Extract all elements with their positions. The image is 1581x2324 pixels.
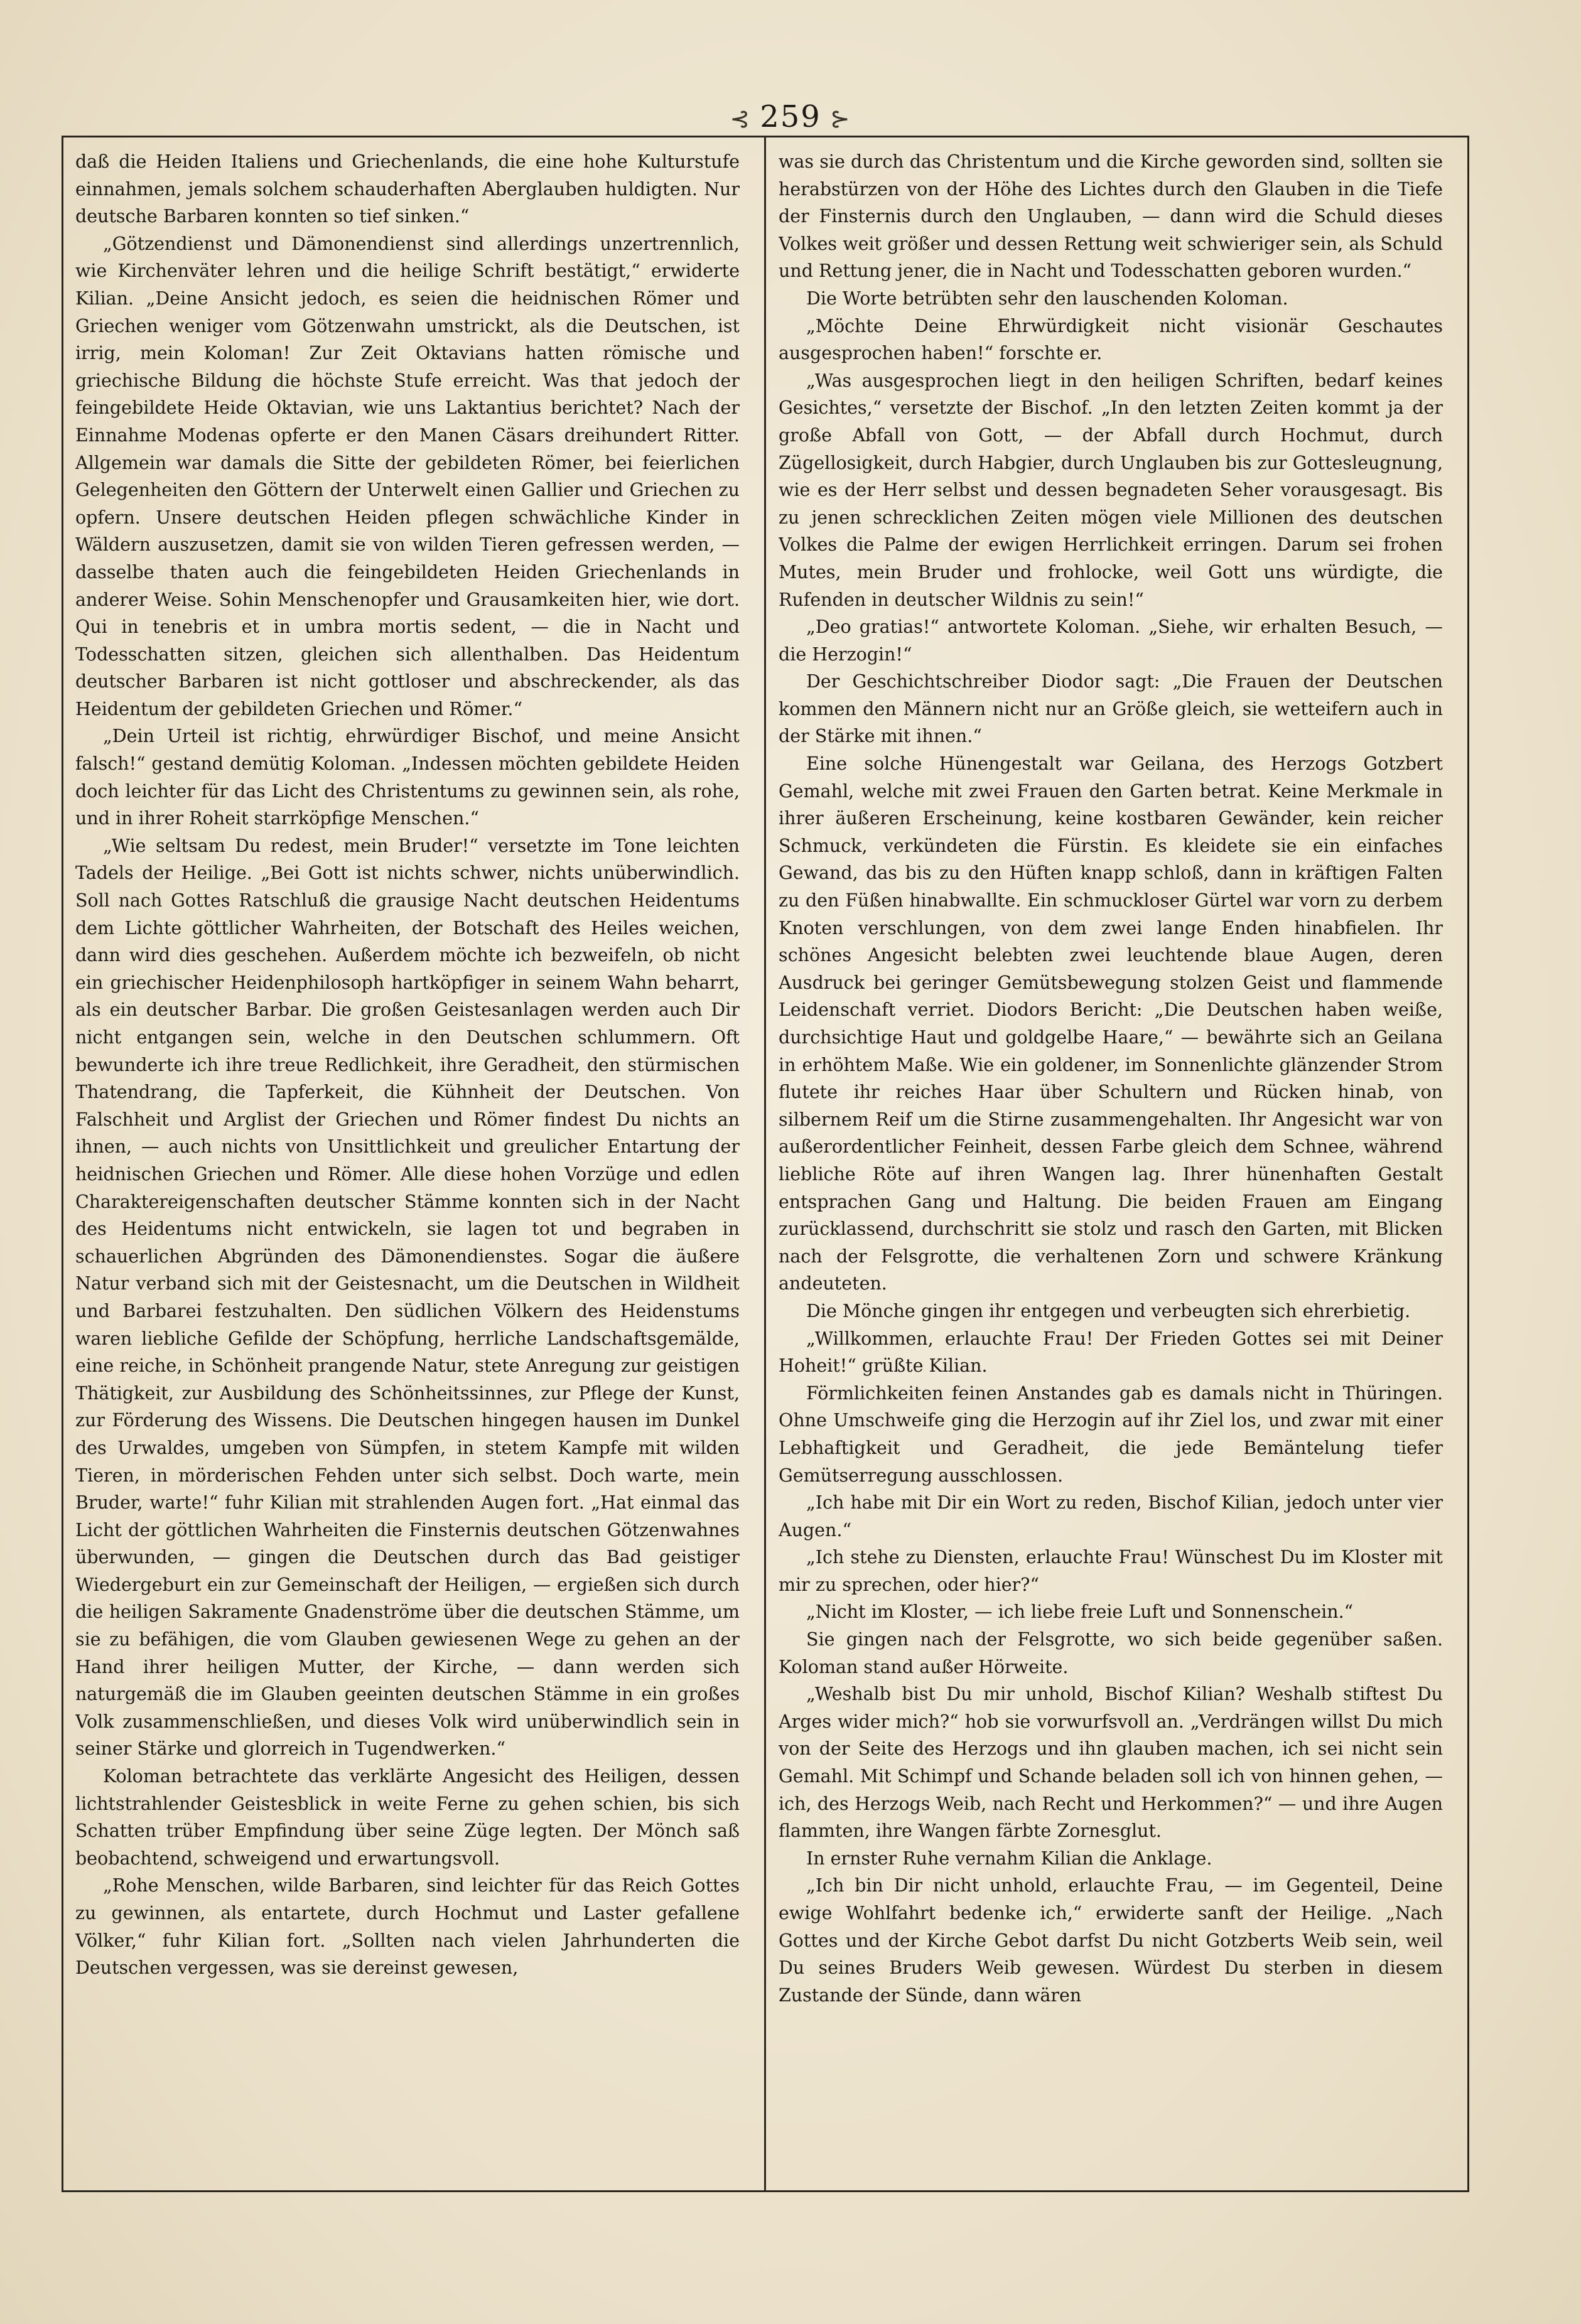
ornament-left-icon: ⊰ xyxy=(730,105,752,132)
left-column xyxy=(75,148,740,2176)
paragraph: „Götzendienst und Dämonendienst sind allerdings unzertrennlich, wie Kirchenväter lehren und die heilige Schrift bestätigt,“ erwiderte Kilian. „Deine Ansicht jedoch, es seien die heidnischen Römer und Griechen weniger vom Götzenwahn umstrickt, als die Deutschen, ist irrig, mein Koloman! Zur Zeit Oktavians hatten römische und griechische Bildung die höchste Stufe erreicht. Was that jedoch der feingebildete Heide Oktavian, wie uns Laktantius berichtet? Nach der Einnahme Modenas opferte er den Manen Cäsars dreihundert Ritter. Allgemein war damals die Sitte der gebildeten Römer, bei feierlichen Gelegenheiten den Göttern der Unterwelt einen Gallier und Griechen zu opfern. Unsere deutschen Heiden pflegen schwächliche Kinder in Wäldern auszusetzen, damit sie von wilden Tieren gefressen werden, — dasselbe thaten auch die feingebildeten Heiden Griechenlands in anderer Weise. Sohin Menschenopfer und Grausamkeiten hier, wie dort. Qui in tenebris et in umbra mortis sedent, — die in Nacht und Todesschatten sitzen, gleichen sich allenthalben. Das Heidentum deutscher Barbaren ist nicht gottloser und abschreckender, als das Heidentum der gebildeten Griechen und Römer.“ xyxy=(75,233,740,719)
paragraph: Der Geschichtschreiber Diodor sagt: „Die Frauen der Deutschen kommen den Männern nicht nur an Größe gleich, sie wetteifern auch in der Stärke mit ihnen.“ xyxy=(779,671,1443,747)
page-header xyxy=(0,99,1581,134)
paragraph: daß die Heiden Italiens und Griechenlands, die eine hohe Kulturstufe einnahmen, jemals solchem schauderhaften Aberglauben huldigten. Nur deutsche Barbaren konnten so tief sinken.“ xyxy=(75,151,740,227)
paragraph: Eine solche Hünengestalt war Geilana, des Herzogs Gotzbert Gemahl, welche mit zwei Frauen den Garten betrat. Keine Merkmale in ihrer äußeren Erscheinung, keine kostbaren Gewänder, kein reicher Schmuck, verkündeten die Fürstin. Es kleidete sie ein einfaches Gewand, das bis zu den Hüften knapp schloß, dann in kräftigen Falten zu den Füßen hinabwallte. Ein schmuckloser Gürtel war vorn zu derbem Knoten verschlungen, von dem zwei lange Enden hinabfielen. Ihr schönes Angesicht belebten zwei leuchtende blaue Augen, deren Ausdruck bei geringer Gemütsbewegung stolzen Geist und flammende Leidenschaft verriet. Diodors Bericht: „Die Deutschen haben weiße, durchsichtige Haut und goldgelbe Haare,“ — bewährte sich an Geilana in erhöhtem Maße. Wie ein goldener, im Sonnenlichte glänzender Strom flutete ihr reiches Haar über Schultern und Rücken hinab, von silbernem Reif um die Stirne zusammengehalten. Ihr Angesicht war von außerordentlicher Feinheit, dessen Farbe gleich dem Schnee, während liebliche Röte auf ihren Wangen lag. Ihrer hünenhaften Gestalt entsprachen Gang und Haltung. Die beiden Frauen am Eingang zurücklassend, durchschritt sie stolz und rasch den Garten, mit Blicken nach der Felsgrotte, die verhaltenen Zorn und schwere Kränkung andeuteten. xyxy=(779,753,1443,1294)
paragraph: „Was ausgesprochen liegt in den heiligen Schriften, bedarf keines Gesichtes,“ versetzte der Bischof. „In den letzten Zeiten kommt ja der große Abfall von Gott, — der Abfall durch Hochmut, durch Zügellosigkeit, durch Habgier, durch Unglauben bis zur Gottesleugnung, wie es der Herr selbst und dessen begnadeten Seher vorausgesagt. Bis zu jenen schrecklichen Zeiten mögen viele Millionen des deutschen Volkes die Palme der ewigen Herrlichkeit erringen. Darum sei frohen Mutes, mein Bruder und frohlocke, weil Gott uns würdigte, die Rufenden in deutscher Wildnis zu sein!“ xyxy=(779,370,1443,610)
paragraph: Förmlichkeiten feinen Anstandes gab es damals nicht in Thüringen. Ohne Umschweife ging die Herzogin auf ihr Ziel los, und zwar mit einer Lebhaftigkeit und Geradheit, die jede Bemäntelung tiefer Gemütserregung ausschlossen. xyxy=(779,1382,1443,1486)
ornament-right-icon: ⊱ xyxy=(829,105,851,132)
paragraph: „Ich bin Dir nicht unhold, erlauchte Frau, — im Gegenteil, Deine ewige Wohlfahrt bedenke ich,“ erwiderte sanft der Heilige. „Nach Gottes und der Kirche Gebot darfst Du nicht Gotzberts Weib sein, weil Du seines Bruders Weib gewesen. Würdest Du sterben in diesem Zustande der Sünde, dann wären xyxy=(779,1875,1443,2006)
paragraph: „Deo gratias!“ antwortete Koloman. „Siehe, wir erhalten Besuch, — die Herzogin!“ xyxy=(779,616,1443,665)
paragraph: Die Worte betrübten sehr den lauschenden Koloman. xyxy=(806,288,1288,309)
paragraph: „Weshalb bist Du mir unhold, Bischof Kilian? Weshalb stiftest Du Arges wider mich?“ hob sie vorwurfsvoll an. „Verdrängen willst Du mich von der Seite des Herzogs und ihn glauben machen, ich sei nicht sein Gemahl. Mit Schimpf und Schande beladen soll ich von hinnen gehen, — ich, des Herzogs Weib, nach Recht und Herkommen?“ — und ihre Augen flammten, ihre Wangen färbte Zornesglut. xyxy=(779,1684,1443,1842)
paragraph: Sie gingen nach der Felsgrotte, wo sich beide gegenüber saßen. Koloman stand außer Hörweite. xyxy=(779,1629,1443,1677)
column-divider xyxy=(764,137,766,2190)
paragraph: In ernster Ruhe vernahm Kilian die Anklage. xyxy=(806,1848,1212,1869)
paragraph: „Ich habe mit Dir ein Wort zu reden, Bischof Kilian, jedoch unter vier Augen.“ xyxy=(779,1492,1443,1541)
paragraph: was sie durch das Christentum und die Kirche geworden sind, sollten sie herabstürzen von der Höhe des Lichtes durch den Glauben in die Tiefe der Finsternis durch den Unglauben, — dann wird die Schuld dieses Volkes weit größer und dessen Rettung weit schwieriger sein, als Schuld und Rettung jener, die in Nacht und Todesschatten geboren wurden.“ xyxy=(779,151,1443,282)
paragraph: „Möchte Deine Ehrwürdigkeit nicht visionär Geschautes ausgesprochen haben!“ forschte er. xyxy=(779,315,1443,364)
paragraph: „Wie seltsam Du redest, mein Bruder!“ versetzte im Tone leichten Tadels der Heilige. „Bei Gott ist nichts schwer, nichts unüberwindlich. Soll nach Gottes Ratschluß die grausige Nacht deutschen Heidentums dem Lichte göttlicher Wahrheiten, der Botschaft des Heiles weichen, dann wird dies geschehen. Außerdem möchte ich bezweifeln, ob nicht ein griechischer Heidenphilosoph hartköpfiger in seinem Wahn beharrt, als ein deutscher Barbar. Die großen Geistesanlagen werden auch Dir nicht entgangen sein, welche in den Deutschen schlummern. Oft bewunderte ich ihre treue Redlichkeit, ihre Geradheit, den stürmischen Thatendrang, die Tapferkeit, die Kühnheit der Deutschen. Von Falschheit und Arglist der Griechen und Römer findest Du nichts an ihnen, — auch nichts von Unsittlichkeit und greulicher Entartung der heidnischen Griechen und Römer. Alle diese hohen Vorzüge und edlen Charaktereigenschaften deutscher Stämme konnten sich in der Nacht des Heidentums nicht entwickeln, sie lagen tot und begraben in schauerlichen Abgründen des Dämonendienstes. Sogar die äußere Natur verband sich mit der Geistesnacht, um die Deutschen in Wildheit und Barbarei festzuhalten. Den südlichen Völkern des Heidenstums waren liebliche Gefilde der Schöpfung, herrliche Landschaftsgemälde, eine reiche, in Schönheit prangende Natur, stete Anregung zur geistigen Thätigkeit, zur Ausbildung des Schönheitssinnes, zur Pflege der Kunst, zur Förderung des Wissens. Die Deutschen hingegen hausen im Dunkel des Urwaldes, umgeben von Sümpfen, in stetem Kampfe mit wilden Tieren, in mörderischen Fehden unter sich selbst. Doch warte, mein Bruder, warte!“ fuhr Kilian mit strahlenden Augen fort. „Hat einmal das Licht der göttlichen Wahrheiten die Finsternis deutschen Götzenwahnes überwunden, — gingen die Deutschen durch das Bad geistiger Wiedergeburt ein zur Gemeinschaft der Heiligen, — ergießen sich durch die heiligen Sakramente Gnadenströme über die deutschen Stämme, um sie zu befähigen, die vom Glauben gewiesenen Wege zu gehen an der Hand ihrer heiligen Mutter, der Kirche, — dann werden sich naturgemäß die im Glauben geeinten deutschen Stämme in ein großes Volk zusammenschließen, und dieses Volk wird unüberwindlich sein in seiner Stärke und glorreich in Tugendwerken.“ xyxy=(75,835,740,1760)
paragraph: Koloman betrachtete das verklärte Angesicht des Heiligen, dessen lichtstrahlender Geistesblick in weite Ferne zu gehen schien, bis sich Schatten trüber Empfindung über seine Züge legten. Der Mönch saß beobachtend, schweigend und erwartungsvoll. xyxy=(75,1766,740,1869)
paragraph: „Dein Urteil ist richtig, ehrwürdiger Bischof, und meine Ansicht falsch!“ gestand demütig Koloman. „Indessen möchten gebildete Heiden doch leichter für das Licht des Christentums zu gewinnen sein, als rohe, und in ihrer Roheit starrköpfige Menschen.“ xyxy=(75,726,740,829)
paragraph: „Ich stehe zu Diensten, erlauchte Frau! Wünschest Du im Kloster mit mir zu sprechen, oder hier?“ xyxy=(779,1547,1443,1595)
page-number: 259 xyxy=(760,99,821,134)
paragraph: „Nicht im Kloster, — ich liebe freie Luft und Sonnenschein.“ xyxy=(806,1601,1354,1623)
paragraph: Die Mönche gingen ihr entgegen und verbeugten sich ehrerbietig. xyxy=(806,1300,1411,1321)
paragraph: „Rohe Menschen, wilde Barbaren, sind leichter für das Reich Gottes zu gewinnen, als entartete, durch Hochmut und Laster gefallene Völker,“ fuhr Kilian fort. „Sollten nach vielen Jahrhunderten die Deutschen vergessen, was sie dereinst gewesen, xyxy=(75,1875,740,1979)
paragraph: „Willkommen, erlauchte Frau! Der Frieden Gottes sei mit Deiner Hoheit!“ grüßte Kilian. xyxy=(779,1328,1443,1377)
right-column xyxy=(779,148,1443,2176)
